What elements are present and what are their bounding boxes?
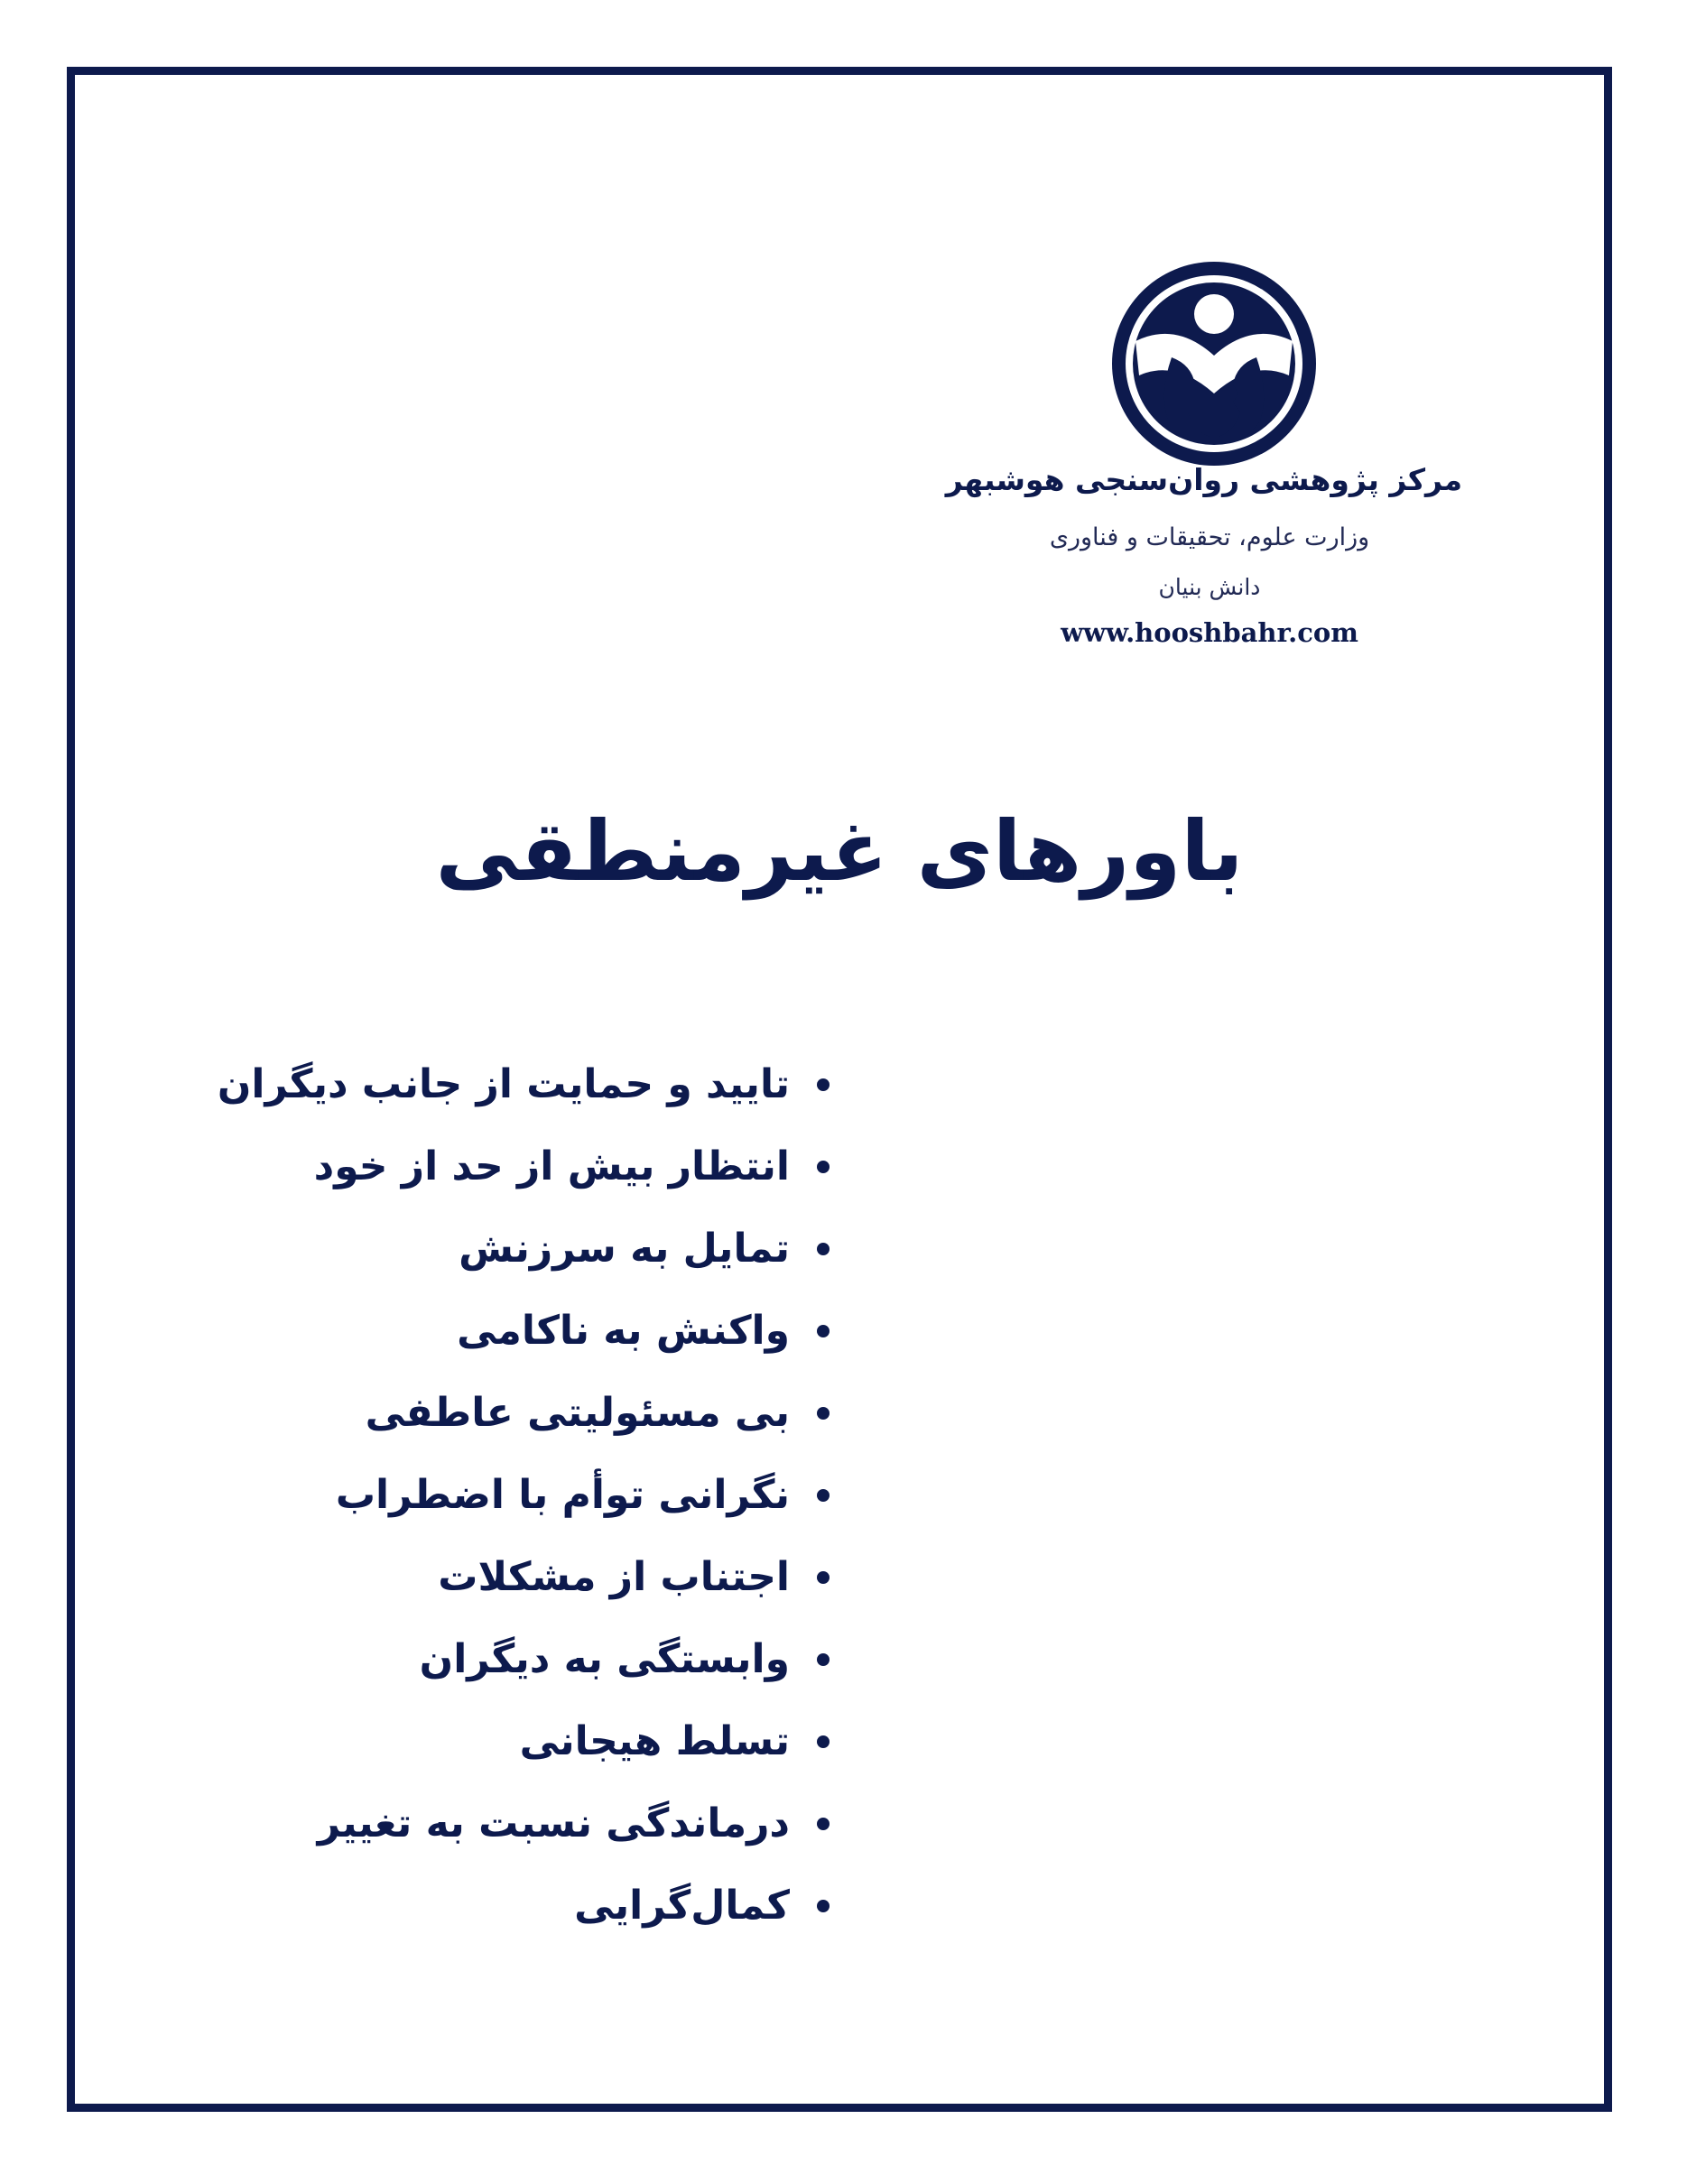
belief-text: اجتناب از مشکلات bbox=[438, 1554, 790, 1600]
belief-text: درماندگی نسبت به تغییر bbox=[317, 1800, 790, 1846]
bullet-icon bbox=[817, 1818, 830, 1830]
bullet-icon bbox=[817, 1325, 830, 1337]
bullet-icon bbox=[817, 1900, 830, 1912]
bullet-icon bbox=[817, 1653, 830, 1666]
belief-text: بی مسئولیتی عاطفی bbox=[365, 1390, 790, 1436]
belief-text: نگرانی توأم با اضطراب bbox=[335, 1472, 790, 1518]
list-item bbox=[218, 1865, 830, 1947]
beliefs-list bbox=[218, 1043, 830, 1947]
website-link[interactable]: www.hooshbahr.com bbox=[1061, 617, 1358, 648]
bullet-icon bbox=[817, 1407, 830, 1420]
list-item bbox=[218, 1700, 830, 1782]
list-item bbox=[218, 1290, 830, 1372]
list-item bbox=[218, 1782, 830, 1865]
belief-text: تسلط هیجانی bbox=[519, 1718, 790, 1764]
belief-text: تایید و حمایت از جانب دیگران bbox=[217, 1061, 790, 1107]
belief-text: تمایل به سرزنش bbox=[459, 1226, 790, 1272]
bullet-icon bbox=[817, 1243, 830, 1255]
list-item bbox=[218, 1043, 830, 1125]
hooshbahr-logo-icon bbox=[1108, 258, 1320, 469]
org-name: مرکز پژوهشی روان‌سنجی هوشبهر bbox=[945, 462, 1462, 497]
ministry-line: وزارت علوم، تحقیقات و فناوری bbox=[1049, 523, 1370, 551]
knowledge-based-line: دانش بنیان bbox=[1158, 574, 1261, 600]
belief-text: واکنش به ناکامی bbox=[457, 1308, 790, 1354]
list-item bbox=[218, 1618, 830, 1700]
bullet-icon bbox=[817, 1735, 830, 1748]
bullet-icon bbox=[817, 1161, 830, 1173]
list-item bbox=[218, 1536, 830, 1618]
bullet-icon bbox=[817, 1489, 830, 1502]
bullet-icon bbox=[817, 1571, 830, 1584]
bullet-icon bbox=[817, 1078, 830, 1091]
belief-text: کمال‌گرایی bbox=[574, 1883, 790, 1929]
belief-text: وابستگی به دیگران bbox=[419, 1636, 790, 1682]
list-item bbox=[218, 1454, 830, 1536]
list-item bbox=[218, 1372, 830, 1454]
list-item bbox=[218, 1125, 830, 1208]
belief-text: انتظار بیش از حد از خود bbox=[313, 1143, 790, 1189]
list-item bbox=[218, 1208, 830, 1290]
page-title: باورهای غیرمنطقی bbox=[435, 803, 1244, 900]
